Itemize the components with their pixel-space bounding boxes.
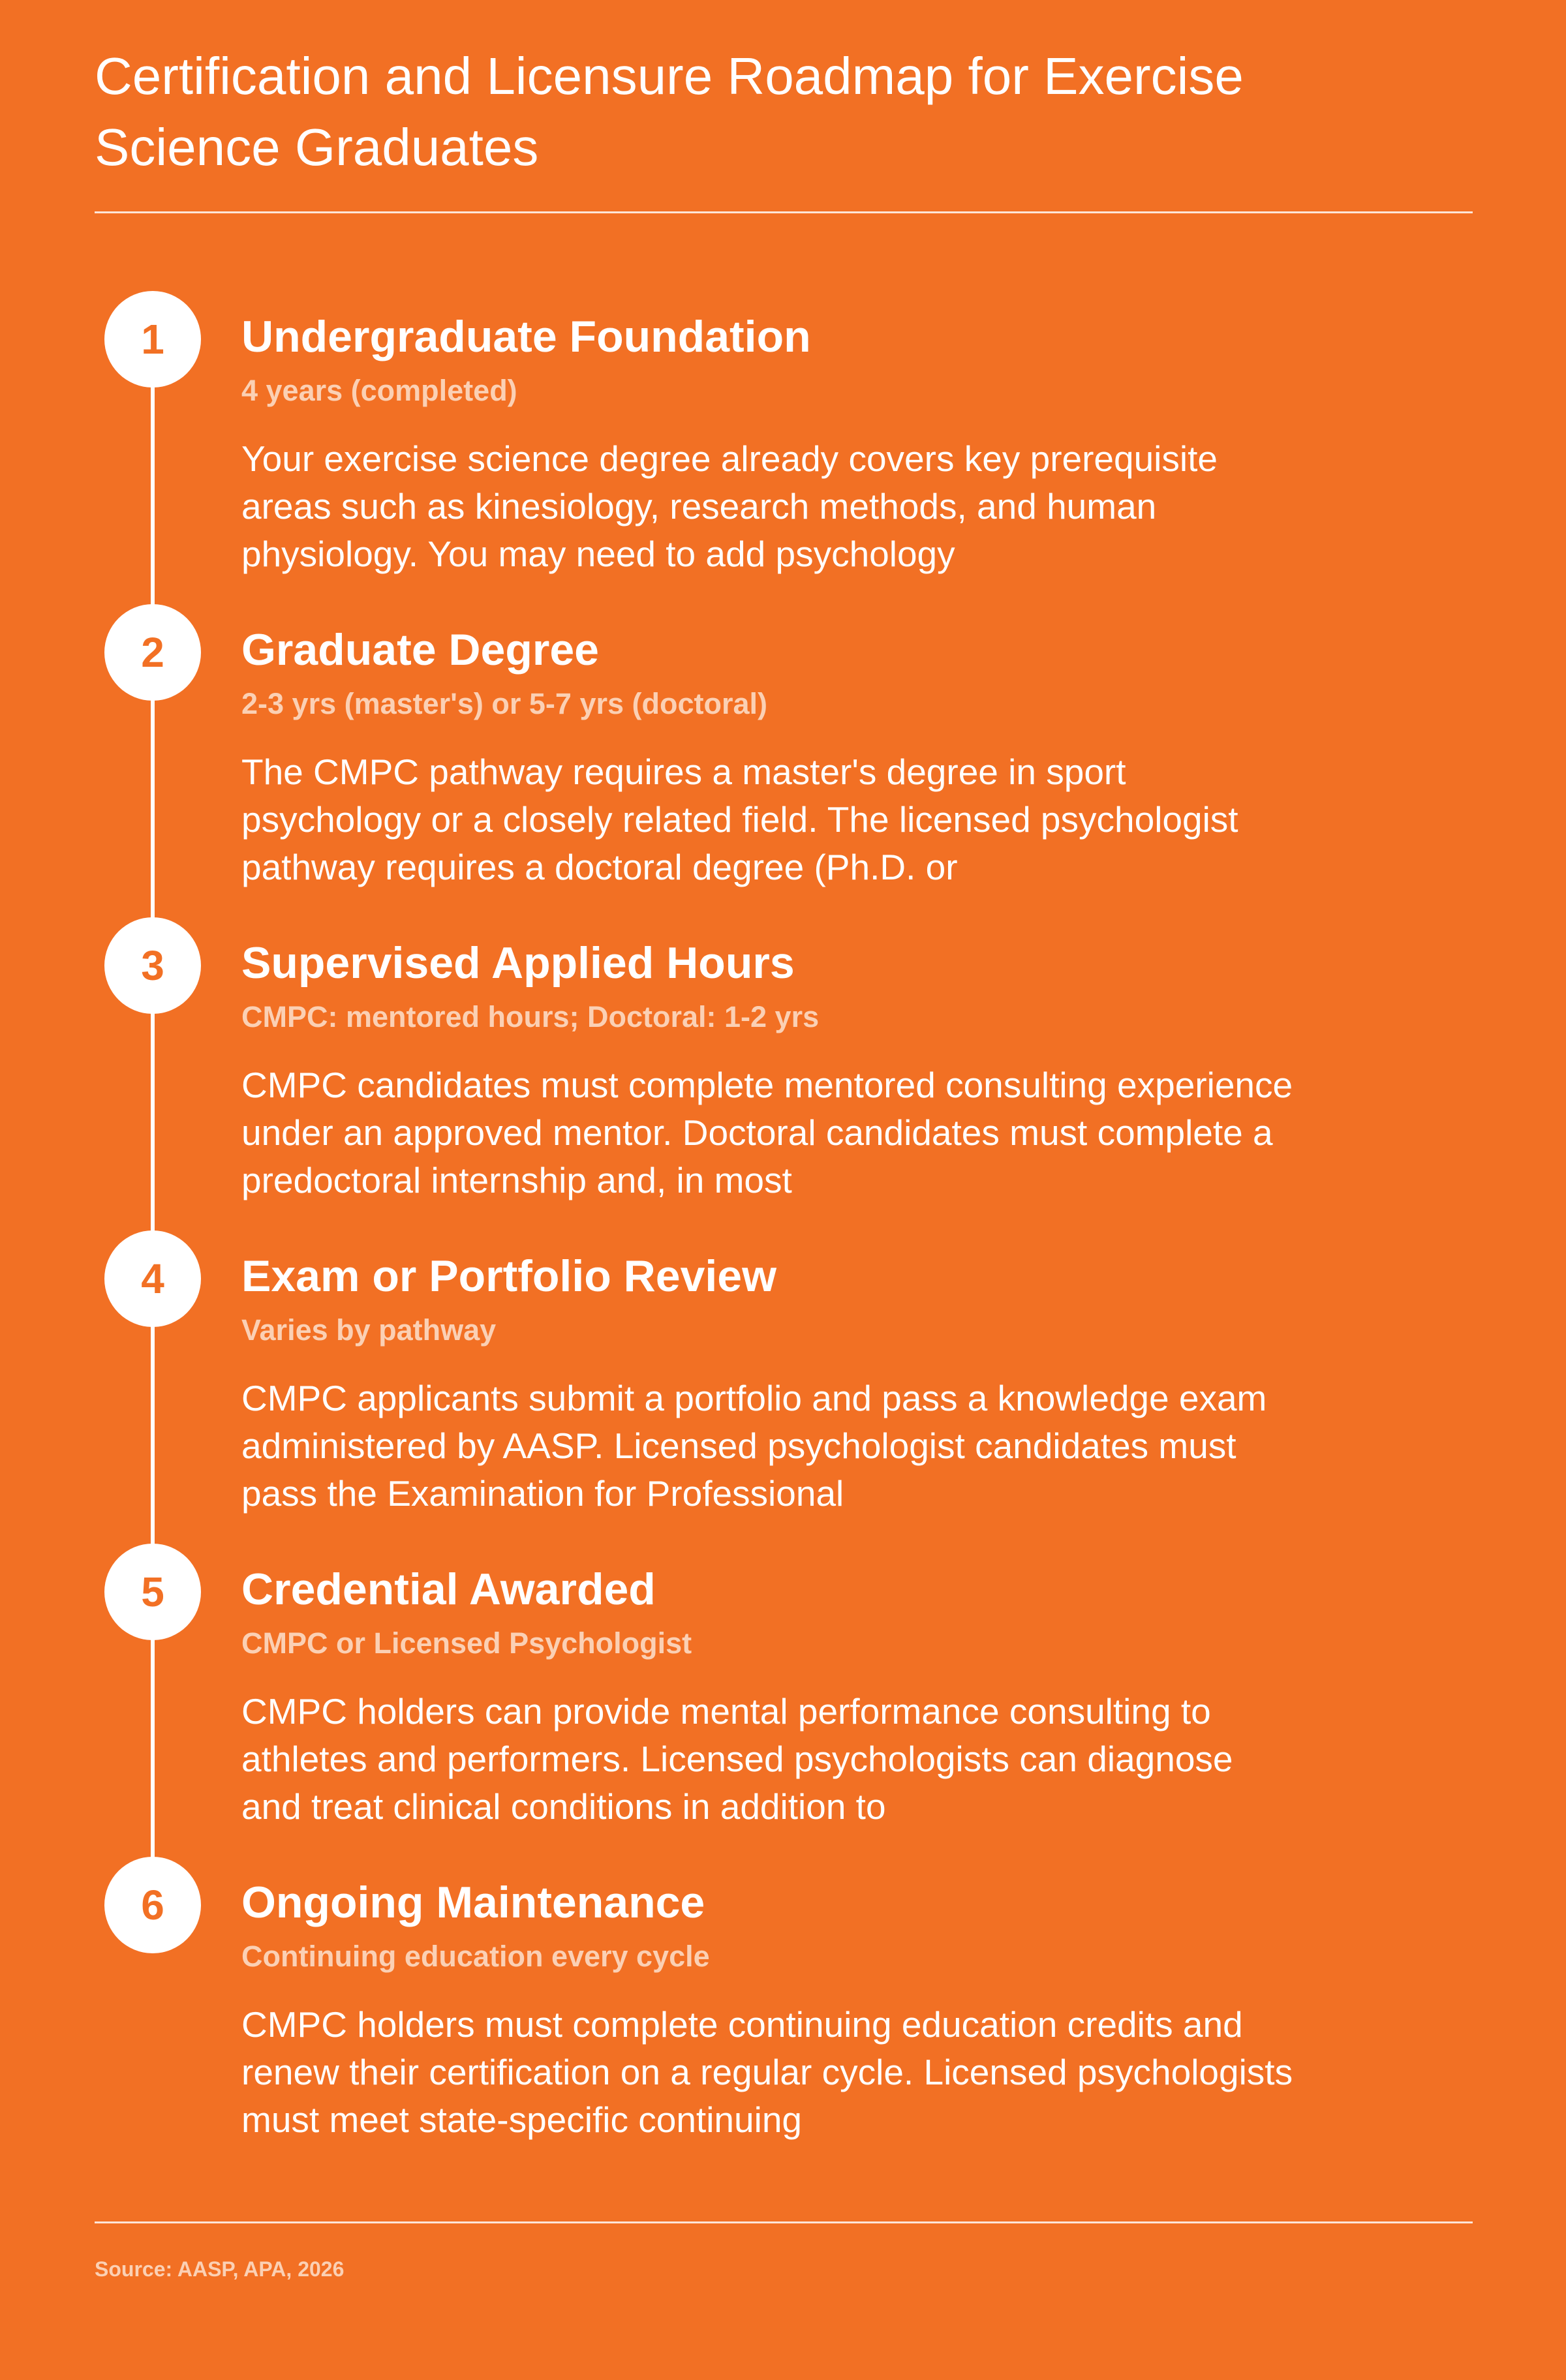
step-duration: CMPC: mentored hours; Doctoral: 1-2 yrs xyxy=(241,1000,820,1033)
step-description: CMPC applicants submit a portfolio and pass a knowledge exam administered by AASP. Licensed psychologist candidates must pass the Examination for Professional xyxy=(241,1378,1267,1514)
step-number-badge: 5 xyxy=(104,1544,201,1640)
title-divider xyxy=(95,211,1473,213)
step-title: Exam or Portfolio Review xyxy=(241,1251,776,1301)
step-duration: 4 years (completed) xyxy=(241,374,517,407)
step-number-badge: 3 xyxy=(104,917,201,1014)
step-title: Supervised Applied Hours xyxy=(241,938,795,988)
step-title: Undergraduate Foundation xyxy=(241,312,811,361)
footer-divider xyxy=(95,2221,1473,2223)
step-duration: Varies by pathway xyxy=(241,1313,497,1347)
step-description: The CMPC pathway requires a master's degree in sport psychology or a closely related field. The licensed psychologist pathway requires a doctoral degree (Ph.D. or xyxy=(241,752,1238,887)
step-number-badge: 6 xyxy=(104,1857,201,1953)
source-note: Source: AASP, APA, 2026 xyxy=(95,2257,345,2281)
step-number-badge: 1 xyxy=(104,291,201,388)
step-duration: 2-3 yrs (master's) or 5-7 yrs (doctoral) xyxy=(241,687,768,720)
step-title: Ongoing Maintenance xyxy=(241,1878,705,1927)
step-description: CMPC candidates must complete mentored consulting experience under an approved mentor. Doctoral candidates must complete a predoctoral internship and, in most xyxy=(241,1065,1293,1200)
step-description: Your exercise science degree already covers key prerequisite areas such as kinesiology, research methods, and human physiology. You may need to add psychology xyxy=(241,438,1218,574)
timeline-line xyxy=(151,341,155,1908)
step-description: CMPC holders can provide mental performance consulting to athletes and performers. Licensed psychologists can diagnose and treat clinical conditions in addition to xyxy=(241,1691,1233,1827)
step-title: Graduate Degree xyxy=(241,625,599,675)
step-number-badge: 4 xyxy=(104,1230,201,1327)
page-title: Certification and Licensure Roadmap for Exercise Science Graduates xyxy=(95,47,1244,176)
step-duration: CMPC or Licensed Psychologist xyxy=(241,1626,692,1660)
step-number-badge: 2 xyxy=(104,604,201,701)
step-description: CMPC holders must complete continuing education credits and renew their certification on a regular cycle. Licensed psychologists must meet state-specific continuing xyxy=(241,2004,1293,2140)
step-title: Credential Awarded xyxy=(241,1564,656,1614)
step-duration: Continuing education every cycle xyxy=(241,1940,710,1973)
